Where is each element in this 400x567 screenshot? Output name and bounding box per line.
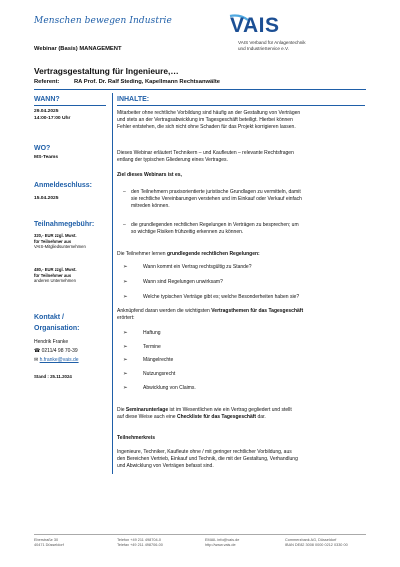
vais-subtitle bbox=[238, 40, 368, 51]
footer-street: Eberstraße 30 bbox=[34, 538, 59, 542]
materials-mid: ist im Wesentlichen wie ein Vertrag gegliedert und stellt bbox=[168, 407, 292, 413]
footer-iban: IBAN DE82 3008 0000 0212 0330 00 bbox=[285, 543, 348, 547]
email-icon: ✉ bbox=[34, 357, 39, 363]
topics-intro-end: erörtert: bbox=[117, 315, 135, 321]
fee-members-line-3: VAIS-Mitgliedsunternehmen bbox=[34, 244, 86, 250]
description-line-1: Dieses Webinar erläutert Technikern – und Kaufleuten – relevante Rechtsfragen bbox=[117, 150, 294, 156]
materials-pre: Die bbox=[117, 407, 126, 413]
vais-subtitle-line-1: VAIS Verband für Anlagentechnik bbox=[238, 40, 306, 45]
dash-bullet: – bbox=[123, 222, 126, 228]
column-divider bbox=[112, 93, 113, 474]
event-date: 29.04.2025 bbox=[34, 109, 59, 114]
footer-telephone: Telefon +49 211 498704-0 bbox=[117, 538, 161, 542]
arrow-icon: ➢ bbox=[123, 294, 128, 300]
webinar-description bbox=[117, 150, 365, 164]
arrow-icon: ➢ bbox=[123, 330, 128, 336]
contents-divider bbox=[117, 105, 365, 106]
footer-email: EMAIL info@vais.de bbox=[205, 538, 240, 542]
page-title: Vertragsgestaltung für Ingenieure,… bbox=[34, 66, 179, 76]
materials-paragraph bbox=[117, 407, 365, 421]
audience-heading: Teilnehmerkreis bbox=[117, 435, 155, 441]
referent bbox=[34, 79, 220, 85]
event-location: MS-Teams bbox=[34, 155, 59, 160]
arrow-icon: ➢ bbox=[123, 357, 128, 363]
topic-2: Termine bbox=[143, 344, 161, 350]
industry-slogan-logo: Menschen bewegen Industrie bbox=[34, 16, 172, 26]
learn-intro bbox=[117, 251, 365, 258]
vais-wordmark: VAIS bbox=[230, 14, 280, 37]
materials-checklist: Checkliste für das Tagesgeschäft bbox=[176, 414, 257, 420]
contact-name: Hendrik Franke bbox=[34, 339, 69, 345]
contents-heading: INHALTE: bbox=[117, 96, 150, 103]
organisation-heading: Organisation: bbox=[34, 325, 80, 332]
materials-line-2-post: dar. bbox=[256, 414, 266, 420]
footer-address bbox=[34, 538, 64, 548]
description-line-2: entlang der typischen Gliederung eines Vertrages. bbox=[117, 157, 228, 163]
topics-intro-text: Anknüpfend daran werden die wichtigsten bbox=[117, 308, 212, 314]
topic-4: Nutzungsrecht bbox=[143, 371, 176, 377]
audience-line-3: und Abwicklung von Verträgen befasst sind. bbox=[117, 463, 214, 469]
topics-intro bbox=[117, 308, 365, 322]
goal-item-2 bbox=[131, 222, 351, 236]
footer-website: http://www.vais.de bbox=[205, 543, 236, 547]
footer-bank bbox=[285, 538, 348, 548]
contact-email-row bbox=[34, 357, 79, 363]
when-divider bbox=[34, 105, 106, 106]
fee-members-line-2: für Teilnehmer aus bbox=[34, 238, 72, 244]
audience-line-1: Ingenieure, Techniker, Kaufleute ohne / mit geringer rechtlicher Vorbildung, aus bbox=[117, 449, 292, 455]
fee-heading: Teilnahmegebühr: bbox=[34, 221, 95, 228]
audience-paragraph bbox=[117, 449, 365, 470]
arrow-icon: ➢ bbox=[123, 371, 128, 377]
vais-subtitle-line-2: und IndustrieService e.V. bbox=[238, 45, 289, 51]
intro-paragraph bbox=[117, 110, 365, 131]
event-time: 14:00-17:00 Uhr bbox=[34, 116, 71, 121]
fee-members bbox=[34, 233, 86, 250]
contact-email-link[interactable]: h.franke@vais.de bbox=[39, 357, 79, 363]
goal-item-1 bbox=[131, 189, 351, 210]
intro-line-3: Fehler entstehen, die sich nicht ohne Schaden für das Projekt korrigieren lassen. bbox=[117, 124, 296, 130]
footer-bank-name: Commerzbank AG, Düsseldorf bbox=[285, 538, 337, 542]
arrow-icon: ➢ bbox=[123, 344, 128, 350]
goal-1-line-2: sie rechtliche Vereinbarungen verstehen und im Einkauf oder Verkauf einfach bbox=[131, 196, 302, 202]
topic-1: Haftung bbox=[143, 330, 161, 336]
webinar-type: Webinar (Basis) MANAGEMENT bbox=[34, 46, 122, 52]
header-divider bbox=[34, 89, 366, 90]
question-1: Wann kommt ein Vertrag rechtsgültig zu Stande? bbox=[143, 264, 252, 270]
referent-value: RA Prof. Dr. Ralf Steding, Kapellmann Rechtsanwälte bbox=[74, 79, 221, 85]
goal-1-line-1: den Teilnehmern praxisorientierte juristische Grundlagen zu vermitteln, damit bbox=[131, 189, 301, 195]
topic-5: Abwicklung von Claims. bbox=[143, 385, 196, 391]
fee-others-line-3: anderen Unternehmen bbox=[34, 278, 76, 284]
goal-1-line-3: mitreden können. bbox=[131, 203, 170, 209]
when-heading: WANN? bbox=[34, 96, 60, 103]
deadline-heading: Anmeldeschluss: bbox=[34, 182, 92, 189]
goal-2-line-2: so wichtige Risiken frühzeitig erkennen zu können. bbox=[131, 229, 244, 235]
contact-phone: ☎ 0211/4 98 70-39 bbox=[34, 348, 78, 354]
intro-line-2: und stets an der Vertragsabwicklung im Tagesgeschäft beteiligt. Hierbei können bbox=[117, 117, 293, 123]
where-heading: WO? bbox=[34, 145, 51, 152]
stand-date: Stand : 25.11.2024 bbox=[34, 374, 72, 379]
goal-2-line-1: die grundlegenden rechtlichen Regelungen in Verträgen zu besprechen; um bbox=[131, 222, 299, 228]
fee-others bbox=[34, 267, 77, 284]
learn-intro-text: Die Teilnehmer lernen bbox=[117, 251, 167, 257]
footer-city: 40471 Düsseldorf bbox=[34, 543, 64, 547]
deadline-date: 15.04.2025 bbox=[34, 196, 59, 201]
footer-web bbox=[205, 538, 239, 548]
footer-divider bbox=[34, 534, 366, 535]
question-3: Welche typischen Verträge gibt es; welche Besonderheiten haben sie? bbox=[143, 294, 300, 300]
fee-others-amount: 480,- EUR zzgl. Mwst. bbox=[34, 267, 77, 272]
fee-members-amount: 320,- EUR zzgl. Mwst. bbox=[34, 233, 77, 238]
audience-line-2: den Bereichen Vertrieb, Einkauf und Technik, die mit der Gestaltung, Verhandlung bbox=[117, 456, 298, 462]
topics-intro-bold: Vertragsthemen für das Tagesgeschäft bbox=[211, 308, 304, 314]
contact-heading: Kontakt / bbox=[34, 314, 64, 321]
arrow-icon: ➢ bbox=[123, 264, 128, 270]
intro-line-1: Mitarbeiter ohne rechtliche Vorbildung sind häufig an der Gestaltung von Verträgen bbox=[117, 110, 301, 116]
dash-bullet: – bbox=[123, 189, 126, 195]
goal-intro: Ziel dieses Webinars ist es, bbox=[117, 172, 182, 178]
materials-bold: Seminarunterlage bbox=[125, 407, 169, 413]
footer-phone bbox=[117, 538, 163, 548]
arrow-icon: ➢ bbox=[123, 385, 128, 391]
materials-line-2-pre: auf diese Weise auch eine bbox=[117, 414, 177, 420]
learn-intro-bold: grundlegende rechtlichen Regelungen: bbox=[166, 251, 260, 257]
topic-3: Mängelrechte bbox=[143, 357, 174, 363]
fee-others-line-2: für Teilnehmer aus bbox=[34, 272, 72, 278]
referent-label: Referent: bbox=[34, 79, 60, 85]
footer-telefax: Telefax +49 211 498706-00 bbox=[117, 543, 163, 547]
arrow-icon: ➢ bbox=[123, 279, 128, 285]
question-2: Wann sind Regelungen unwirksam? bbox=[143, 279, 223, 285]
